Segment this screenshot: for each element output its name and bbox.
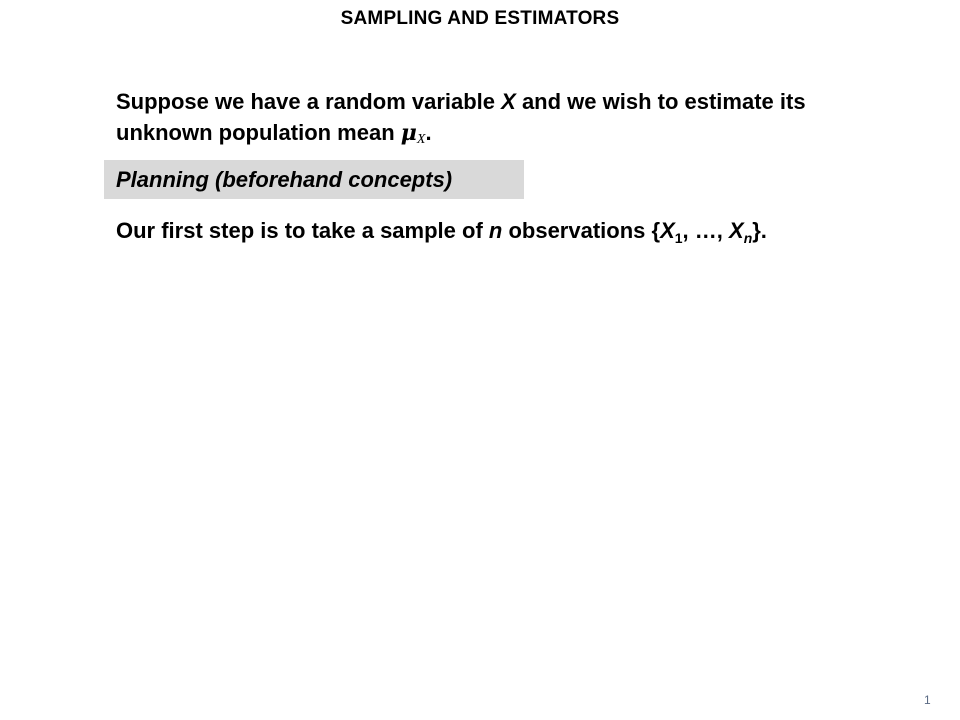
slide-title: SAMPLING AND ESTIMATORS [340, 8, 620, 29]
intro-text-a: Suppose we have a random variable [116, 89, 502, 114]
variable-x1: X [660, 218, 675, 243]
intro-text-c: . [425, 120, 432, 145]
mu-subscript: X [416, 132, 426, 147]
variable-xn: X [729, 218, 744, 243]
sample-text-c: , …, [682, 218, 729, 243]
subscript-n: n [743, 230, 753, 246]
intro-text-b: and we wish to estimate its unknown population mean [116, 89, 806, 145]
sample-text-d: }. [752, 218, 767, 243]
subscript-1: 1 [674, 230, 683, 246]
sample-paragraph [116, 215, 876, 254]
page-number: 1 [924, 693, 931, 707]
sample-text-b: observations { [502, 218, 661, 243]
intro-paragraph [116, 86, 876, 155]
variable-x: X [501, 89, 516, 114]
mu-symbol: μ [400, 120, 417, 146]
planning-label: Planning (beforehand concepts) [116, 167, 453, 192]
sample-text-a: Our first step is to take a sample of [116, 218, 489, 243]
variable-n: n [488, 218, 503, 243]
